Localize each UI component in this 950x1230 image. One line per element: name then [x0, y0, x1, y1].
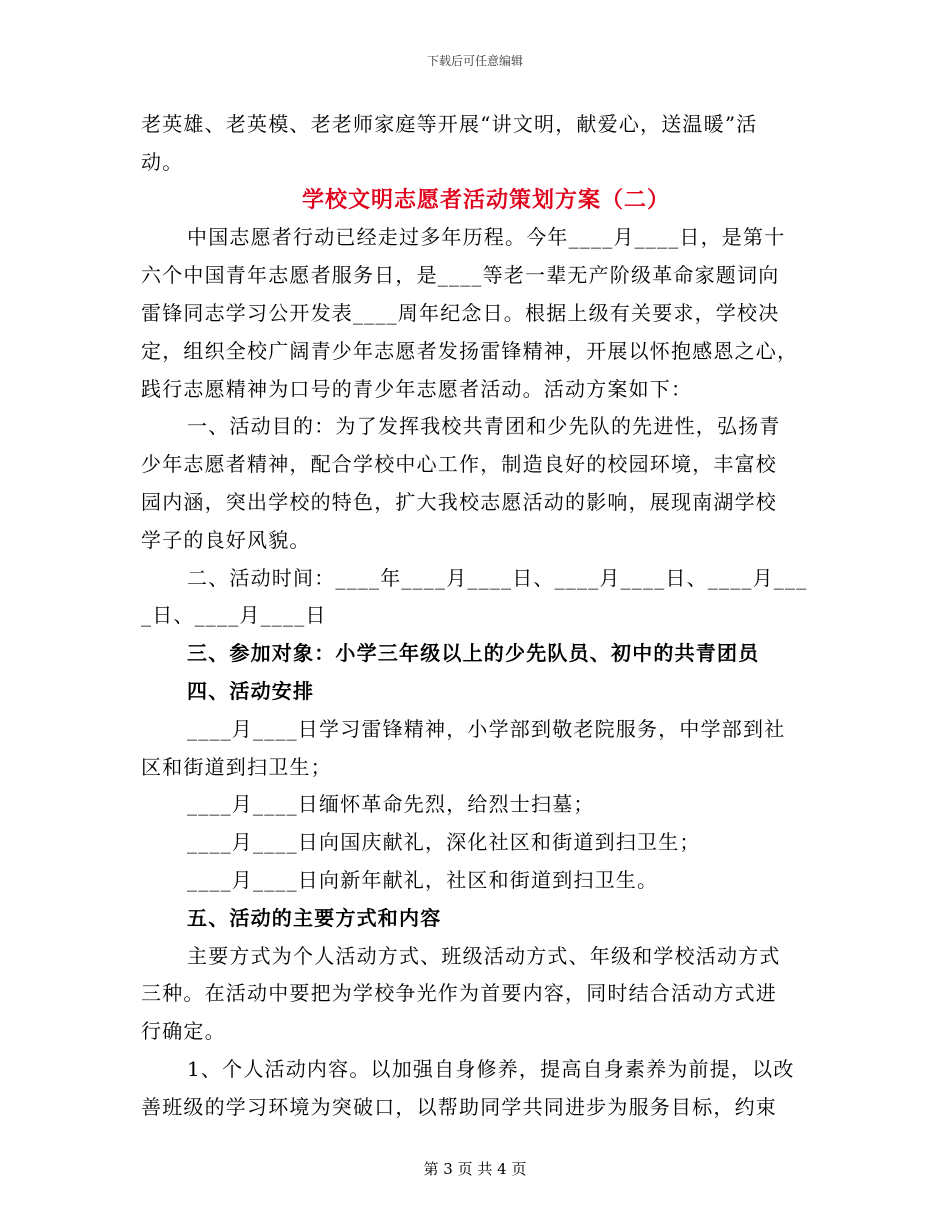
section-title: 学校文明志愿者活动策划方案（二）: [301, 186, 670, 213]
body-line: 动。: [141, 149, 184, 174]
paragraph-start: ____月____日学习雷锋精神，小学部到敬老院服务，中学部到社: [187, 716, 786, 741]
body-line: 区和街道到扫卫生；: [141, 754, 332, 779]
heading-participants: 三、参加对象：小学三年级以上的少先队员、初中的共青团员: [187, 641, 760, 666]
paragraph-start: ____月____日向新年献礼，社区和街道到扫卫生。: [187, 867, 659, 892]
paragraph-start: 一、活动目的：为了发挥我校共青团和少先队的先进性，弘扬青: [187, 414, 781, 439]
body-line: 三种。在活动中要把为学校争光作为首要内容，同时结合活动方式进: [141, 981, 777, 1006]
body-line: 行确定。: [141, 1019, 226, 1044]
body-line: _日、____月____日: [141, 603, 327, 628]
body-line: 定，组织全校广阔青少年志愿者发扬雷锋精神，开展以怀抱感恩之心，: [141, 338, 799, 363]
heading-methods: 五、活动的主要方式和内容: [187, 905, 442, 930]
body-line: 少年志愿者精神，配合学校中心工作，制造良好的校园环境，丰富校: [141, 452, 777, 477]
document-body: [141, 106, 808, 1127]
body-line: 雷锋同志学习公开发表____周年纪念日。根据上级有关要求，学校决: [141, 300, 780, 325]
paragraph-start: 二、活动时间：____年____月____日、____月____日、____月___: [187, 565, 808, 590]
paragraph-start: 1、个人活动内容。以加强自身修养，提高自身素养为前提，以改: [187, 1056, 795, 1081]
body-line: 老英雄、老英模、老老师家庭等开展“讲文明，献爱心，送温暖”活: [141, 112, 758, 136]
heading-arrangement: 四、活动安排: [187, 678, 315, 703]
paragraph-start: ____月____日缅怀革命先烈，给烈士扫墓；: [187, 792, 595, 817]
body-line: 善班级的学习环境为突破口，以帮助同学共同进步为服务目标，约束: [141, 1094, 777, 1119]
paragraph-start: 中国志愿者行动已经走过多年历程。今年____月____日，是第十: [187, 225, 786, 250]
body-line: 学子的良好风貌。: [141, 527, 311, 552]
page-footer: 第 3 页 共 4 页: [423, 1160, 527, 1178]
body-line: 六个中国青年志愿者服务日，是____等老一辈无产阶级革命家题词向: [141, 263, 780, 288]
page-header: 下载后可任意编辑: [426, 54, 523, 68]
body-line: 践行志愿精神为口号的青少年志愿者活动。活动方案如下：: [141, 376, 693, 401]
paragraph-start: ____月____日向国庆献礼，深化社区和街道到扫卫生；: [187, 830, 701, 855]
body-line: 园内涵，突出学校的特色，扩大我校志愿活动的影响，展现南湖学校: [141, 489, 777, 514]
paragraph-start: 主要方式为个人活动方式、班级活动方式、年级和学校活动方式: [187, 943, 781, 968]
